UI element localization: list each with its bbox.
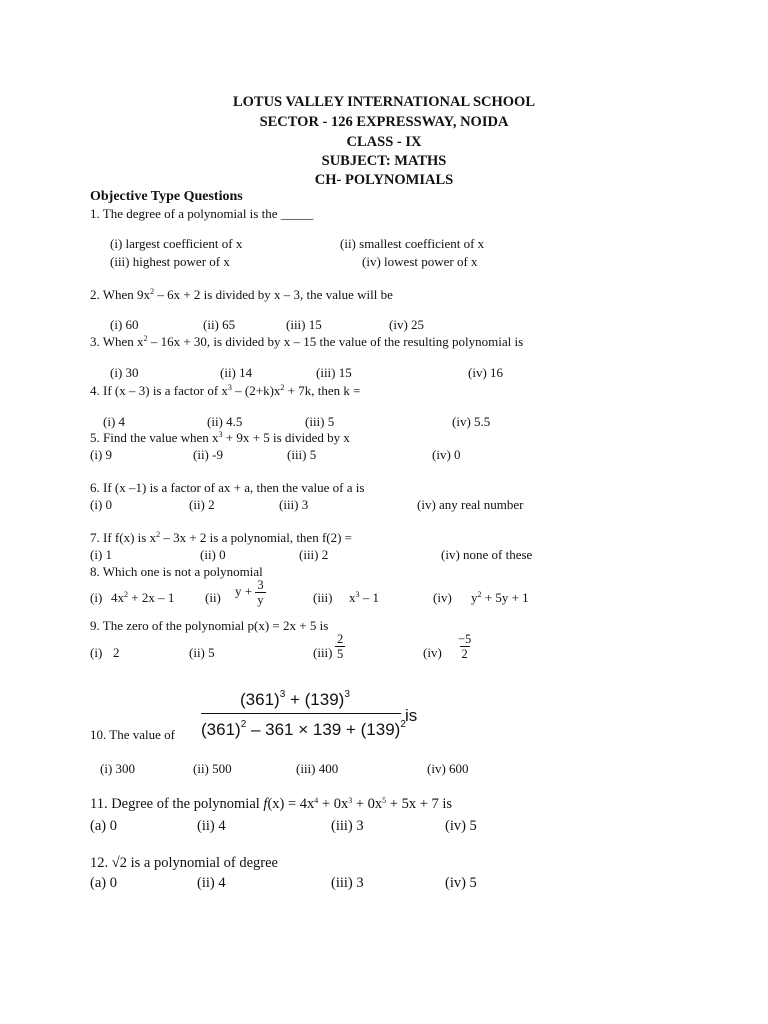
q10-option-4: (iv) 600 — [427, 761, 469, 776]
q10-option-3: (iii) 400 — [296, 761, 339, 776]
q10-denominator: $(361)^2 - 361 \times 139 + (139)^2$ — [201, 719, 406, 739]
school-name: LOTUS VALLEY INTERNATIONAL SCHOOL — [232, 94, 536, 110]
q9-option-3 — [335, 632, 345, 661]
q10-fraction-bar — [201, 713, 401, 714]
q2-option-1: (i) 60 — [110, 317, 139, 332]
q8-option-3: $x^3 - 1$ — [349, 590, 379, 605]
q3-option-1: (i) 30 — [110, 365, 139, 380]
fraction-minus5-over-2: $\frac{-5}{2}$ — [458, 632, 472, 661]
q12-option-4: (iv) 5 — [445, 875, 477, 891]
q12-option-3: (iii) 3 — [331, 875, 364, 891]
question-8: 8. Which one is not a polynomial — [90, 564, 263, 579]
question-10: 10. The value of — [90, 727, 175, 742]
q10-numerator: $(361)^3 + (139)^3$ — [240, 689, 350, 709]
q3-option-4: (iv) 16 — [468, 365, 504, 380]
q2-option-4: (iv) 25 — [389, 317, 425, 332]
q12-option-1: (a) 0 — [90, 875, 117, 891]
q8-option-1-label: (i) — [90, 590, 103, 605]
q11-option-2: (ii) 4 — [197, 818, 226, 834]
q8-option-2: y + $\frac{3}{y}$ — [235, 578, 264, 607]
q6-option-4: (iv) any real number — [417, 497, 524, 512]
fraction-3-over-y: $\frac{3}{y}$ — [257, 578, 264, 607]
q9-option-2: (ii) 5 — [189, 645, 215, 660]
q4-option-2: (ii) 4.5 — [207, 414, 243, 429]
section-title: Objective Type Questions — [90, 189, 243, 204]
q2-option-2: (ii) 65 — [203, 317, 236, 332]
q12-option-2: (ii) 4 — [197, 875, 226, 891]
q11-option-1: (a) 0 — [90, 818, 117, 834]
q5-option-4: (iv) 0 — [432, 447, 461, 462]
q7-option-4: (iv) none of these — [441, 547, 533, 562]
subject-label: SUBJECT: MATHS — [321, 153, 447, 169]
q5-option-1: (i) 9 — [90, 447, 113, 462]
q9-option-1-label: (i) — [90, 645, 103, 660]
q1-option-3: (iii) highest power of x — [110, 254, 230, 269]
school-address: SECTOR - 126 EXPRESSWAY, NOIDA — [259, 114, 509, 130]
q7-option-1: (i) 1 — [90, 547, 113, 562]
q5-option-2: (ii) -9 — [193, 447, 223, 462]
question-6: 6. If (x –1) is a factor of ax + a, then the value of a is — [90, 480, 365, 495]
question-11: 11. Degree of the polynomial $f(x) = 4x^4 + 0x^3 + 0x^5 + 5x + 7$ is — [90, 796, 453, 812]
q7-option-2: (ii) 0 — [200, 547, 226, 562]
fraction-2-over-5: $\frac{2}{5}$ — [337, 632, 344, 661]
q11-option-4: (iv) 5 — [445, 818, 477, 834]
q4-option-4: (iv) 5.5 — [452, 414, 491, 429]
q1-option-2: (ii) smallest coefficient of x — [340, 236, 485, 251]
q8-option-3-label: (iii) — [313, 590, 333, 605]
q7-option-3: (iii) 2 — [299, 547, 329, 562]
q4-option-1: (i) 4 — [103, 414, 126, 429]
question-1: 1. The degree of a polynomial is the _____ — [90, 206, 314, 221]
q2-option-3: (iii) 15 — [286, 317, 322, 332]
question-4: 4. If (x – 3) is a factor of $x^3 - (2+k)x^2 + 7k$, then k = — [90, 383, 361, 398]
q8-option-1: $4x^2 + 2x - 1$ — [111, 590, 175, 605]
q11-option-3: (iii) 3 — [331, 818, 364, 834]
question-2: 2. When $9x^2 - 6x + 2$ is divided by x – 3, the value will be — [90, 287, 393, 302]
q1-option-1: (i) largest coefficient of x — [110, 236, 243, 251]
q3-option-3: (iii) 15 — [316, 365, 352, 380]
q10-option-1: (i) 300 — [100, 761, 136, 776]
q1-option-4: (iv) lowest power of x — [362, 254, 478, 269]
q9-option-1: 2 — [113, 645, 120, 660]
q3-option-2: (ii) 14 — [220, 365, 253, 380]
q10-option-2: (ii) 500 — [193, 761, 232, 776]
q9-option-4-label: (iv) — [423, 645, 442, 660]
q8-option-4: $y^2 + 5y + 1$ — [471, 590, 529, 605]
q6-option-1: (i) 0 — [90, 497, 113, 512]
q6-option-3: (iii) 3 — [279, 497, 309, 512]
q6-option-2: (ii) 2 — [189, 497, 215, 512]
chapter-label: CH- POLYNOMIALS — [314, 172, 454, 188]
class-label: CLASS - IX — [346, 134, 422, 150]
q5-option-3: (iii) 5 — [287, 447, 317, 462]
q8-option-2-label: (ii) — [205, 590, 221, 605]
q9-option-4 — [456, 632, 473, 661]
q8-option-4-label: (iv) — [433, 590, 452, 605]
question-12: 12. √2 is a polynomial of degree — [90, 855, 278, 871]
q9-option-3-label: (iii) — [313, 645, 333, 660]
q10-is: is — [405, 706, 418, 725]
question-5: 5. Find the value when $x^3 + 9x + 5$ is divided by x — [90, 430, 350, 445]
question-7: 7. If f(x) is $x^2 - 3x + 2$ is a polynomial, then f(2) = — [90, 530, 353, 545]
question-9: 9. The zero of the polynomial p(x) = 2x + 5 is — [90, 618, 329, 633]
q4-option-3: (iii) 5 — [305, 414, 335, 429]
question-3: 3. When $x^2 - 16x + 30$, is divided by x – 15 the value of the resulting polynomial is — [90, 334, 524, 349]
